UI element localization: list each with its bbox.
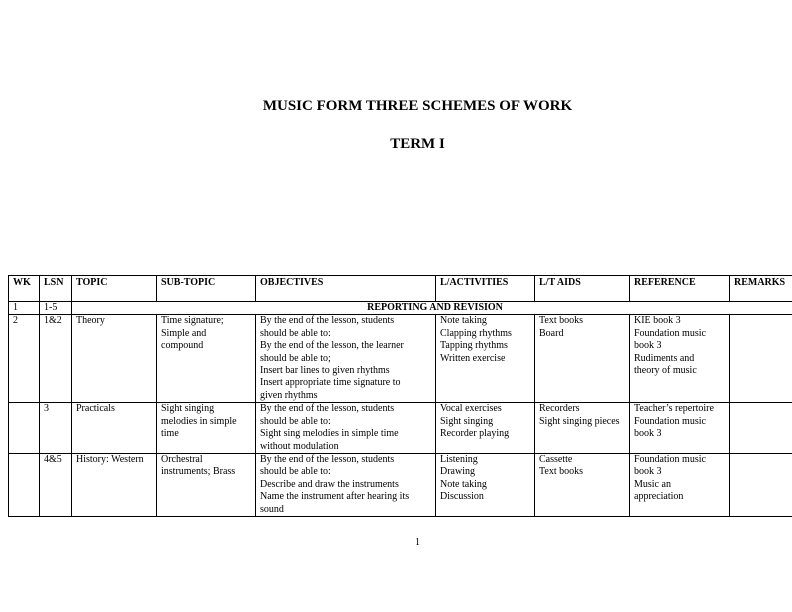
cell-reference-line: Music an [634, 478, 671, 490]
cell-objectives-line: should be able to: [260, 415, 331, 427]
cell-remarks [730, 315, 792, 403]
cell-objectives [256, 454, 436, 517]
cell-remarks [730, 454, 792, 517]
cell-reference-line: Foundation music [634, 454, 706, 466]
cell-activities-line: Discussion [440, 491, 484, 503]
cell-subtopic-line: time [161, 428, 179, 440]
cell-objectives-line: should be able to: [260, 327, 331, 339]
cell-objectives-line: Insert appropriate time signature to [260, 377, 401, 389]
table-row [9, 302, 792, 315]
cell-activities-line: Listening [440, 454, 478, 466]
cell-subtopic-line: Time signature; [161, 315, 224, 327]
cell-aids-line: Recorders [539, 403, 580, 415]
cell-reference-line: book 3 [634, 340, 662, 352]
page-number: 1 [415, 537, 420, 548]
cell-objectives-line: By the end of the lesson, students [260, 403, 395, 415]
scheme-of-work-table [8, 275, 792, 517]
cell-activities-line: Tapping rhythms [440, 340, 508, 352]
cell-objectives-line: should be able to: [260, 466, 331, 478]
cell-objectives-line: By the end of the lesson, students [260, 454, 395, 466]
document-title: MUSIC FORM THREE SCHEMES OF WORK [262, 98, 573, 114]
cell-wk [9, 454, 40, 517]
cell-activities-line: Recorder playing [440, 428, 510, 440]
cell-subtopic-line: melodies in simple [161, 415, 237, 427]
cell-reference-line: theory of music [634, 365, 697, 377]
cell-topic: Practicals [72, 403, 157, 454]
cell-reference-line: Foundation music [634, 327, 706, 339]
cell-objectives-line: Describe and draw the instruments [260, 478, 399, 490]
cell-objectives-line: given rhythms [260, 389, 318, 401]
term-heading: TERM I [390, 136, 445, 152]
cell-remarks [730, 403, 792, 454]
cell-objectives [256, 315, 436, 403]
cell-wk: 1 [9, 302, 40, 315]
cell-activities-line: Vocal exercises [440, 403, 502, 415]
cell-lsn: 4&5 [40, 454, 72, 517]
table-row [9, 403, 792, 454]
header-wk: WK [9, 276, 40, 302]
cell-subtopic-line: compound [161, 340, 204, 352]
cell-aids-line: Text books [539, 315, 584, 327]
header-reference: REFERENCE [630, 276, 730, 302]
cell-aids [535, 315, 630, 403]
cell-aids [535, 454, 630, 517]
header-aids: L/T AIDS [535, 276, 630, 302]
cell-objectives-line: sound [260, 503, 284, 515]
header-objectives: OBJECTIVES [256, 276, 436, 302]
cell-reference [630, 454, 730, 517]
cell-wk [9, 403, 40, 454]
header-row [9, 276, 792, 302]
cell-aids [535, 403, 630, 454]
cell-wk: 2 [9, 315, 40, 403]
cell-activities-line: Written exercise [440, 352, 506, 364]
reporting-revision-cell: REPORTING AND REVISION [72, 302, 792, 315]
header-remarks: REMARKS [730, 276, 792, 302]
cell-topic: Theory [72, 315, 157, 403]
cell-objectives-line: Name the instrument after hearing its [260, 491, 410, 503]
cell-reference-line: book 3 [634, 428, 662, 440]
cell-reference-line: Rudiments and [634, 352, 695, 364]
cell-lsn: 1&2 [40, 315, 72, 403]
cell-objectives-line: Insert bar lines to given rhythms [260, 365, 390, 377]
cell-aids-line: Board [539, 327, 564, 339]
cell-objectives-line: By the end of the lesson, students [260, 315, 395, 327]
cell-objectives-line: should be able to; [260, 352, 331, 364]
header-activities: L/ACTIVITIES [436, 276, 535, 302]
header-subtopic: SUB-TOPIC [157, 276, 256, 302]
cell-subtopic-line: instruments; Brass [161, 466, 236, 478]
cell-reference-line: appreciation [634, 491, 684, 503]
cell-subtopic [157, 454, 256, 517]
table-row [9, 454, 792, 517]
cell-aids-line: Sight singing pieces [539, 415, 620, 427]
header-topic: TOPIC [72, 276, 157, 302]
cell-topic: History: Western [72, 454, 157, 517]
cell-aids-line: Text books [539, 466, 584, 478]
cell-reference-line: Foundation music [634, 415, 706, 427]
cell-reference [630, 403, 730, 454]
cell-activities-line: Drawing [440, 466, 475, 478]
cell-activities-line: Sight singing [440, 415, 494, 427]
cell-objectives-line: By the end of the lesson, the learner [260, 340, 404, 352]
cell-reference-line: book 3 [634, 466, 662, 478]
cell-objectives-line: Sight sing melodies in simple time [260, 428, 399, 440]
cell-activities-line: Note taking [440, 315, 487, 327]
cell-subtopic [157, 403, 256, 454]
cell-objectives [256, 403, 436, 454]
cell-reference-line: Teacher’s repertoire [634, 403, 714, 415]
cell-lsn: 1-5 [40, 302, 72, 315]
table-row [9, 315, 792, 403]
cell-activities [436, 403, 535, 454]
cell-activities-line: Note taking [440, 478, 487, 490]
cell-activities-line: Clapping rhythms [440, 327, 512, 339]
cell-objectives-line: without modulation [260, 440, 339, 452]
cell-reference [630, 315, 730, 403]
cell-subtopic-line: Sight singing [161, 403, 215, 415]
cell-activities [436, 315, 535, 403]
cell-reference-line: KIE book 3 [634, 315, 681, 327]
cell-subtopic-line: Orchestral [161, 454, 203, 466]
cell-aids-line: Cassette [539, 454, 573, 466]
cell-lsn: 3 [40, 403, 72, 454]
cell-subtopic [157, 315, 256, 403]
cell-subtopic-line: Simple and [161, 327, 207, 339]
header-lsn: LSN [40, 276, 72, 302]
cell-activities [436, 454, 535, 517]
